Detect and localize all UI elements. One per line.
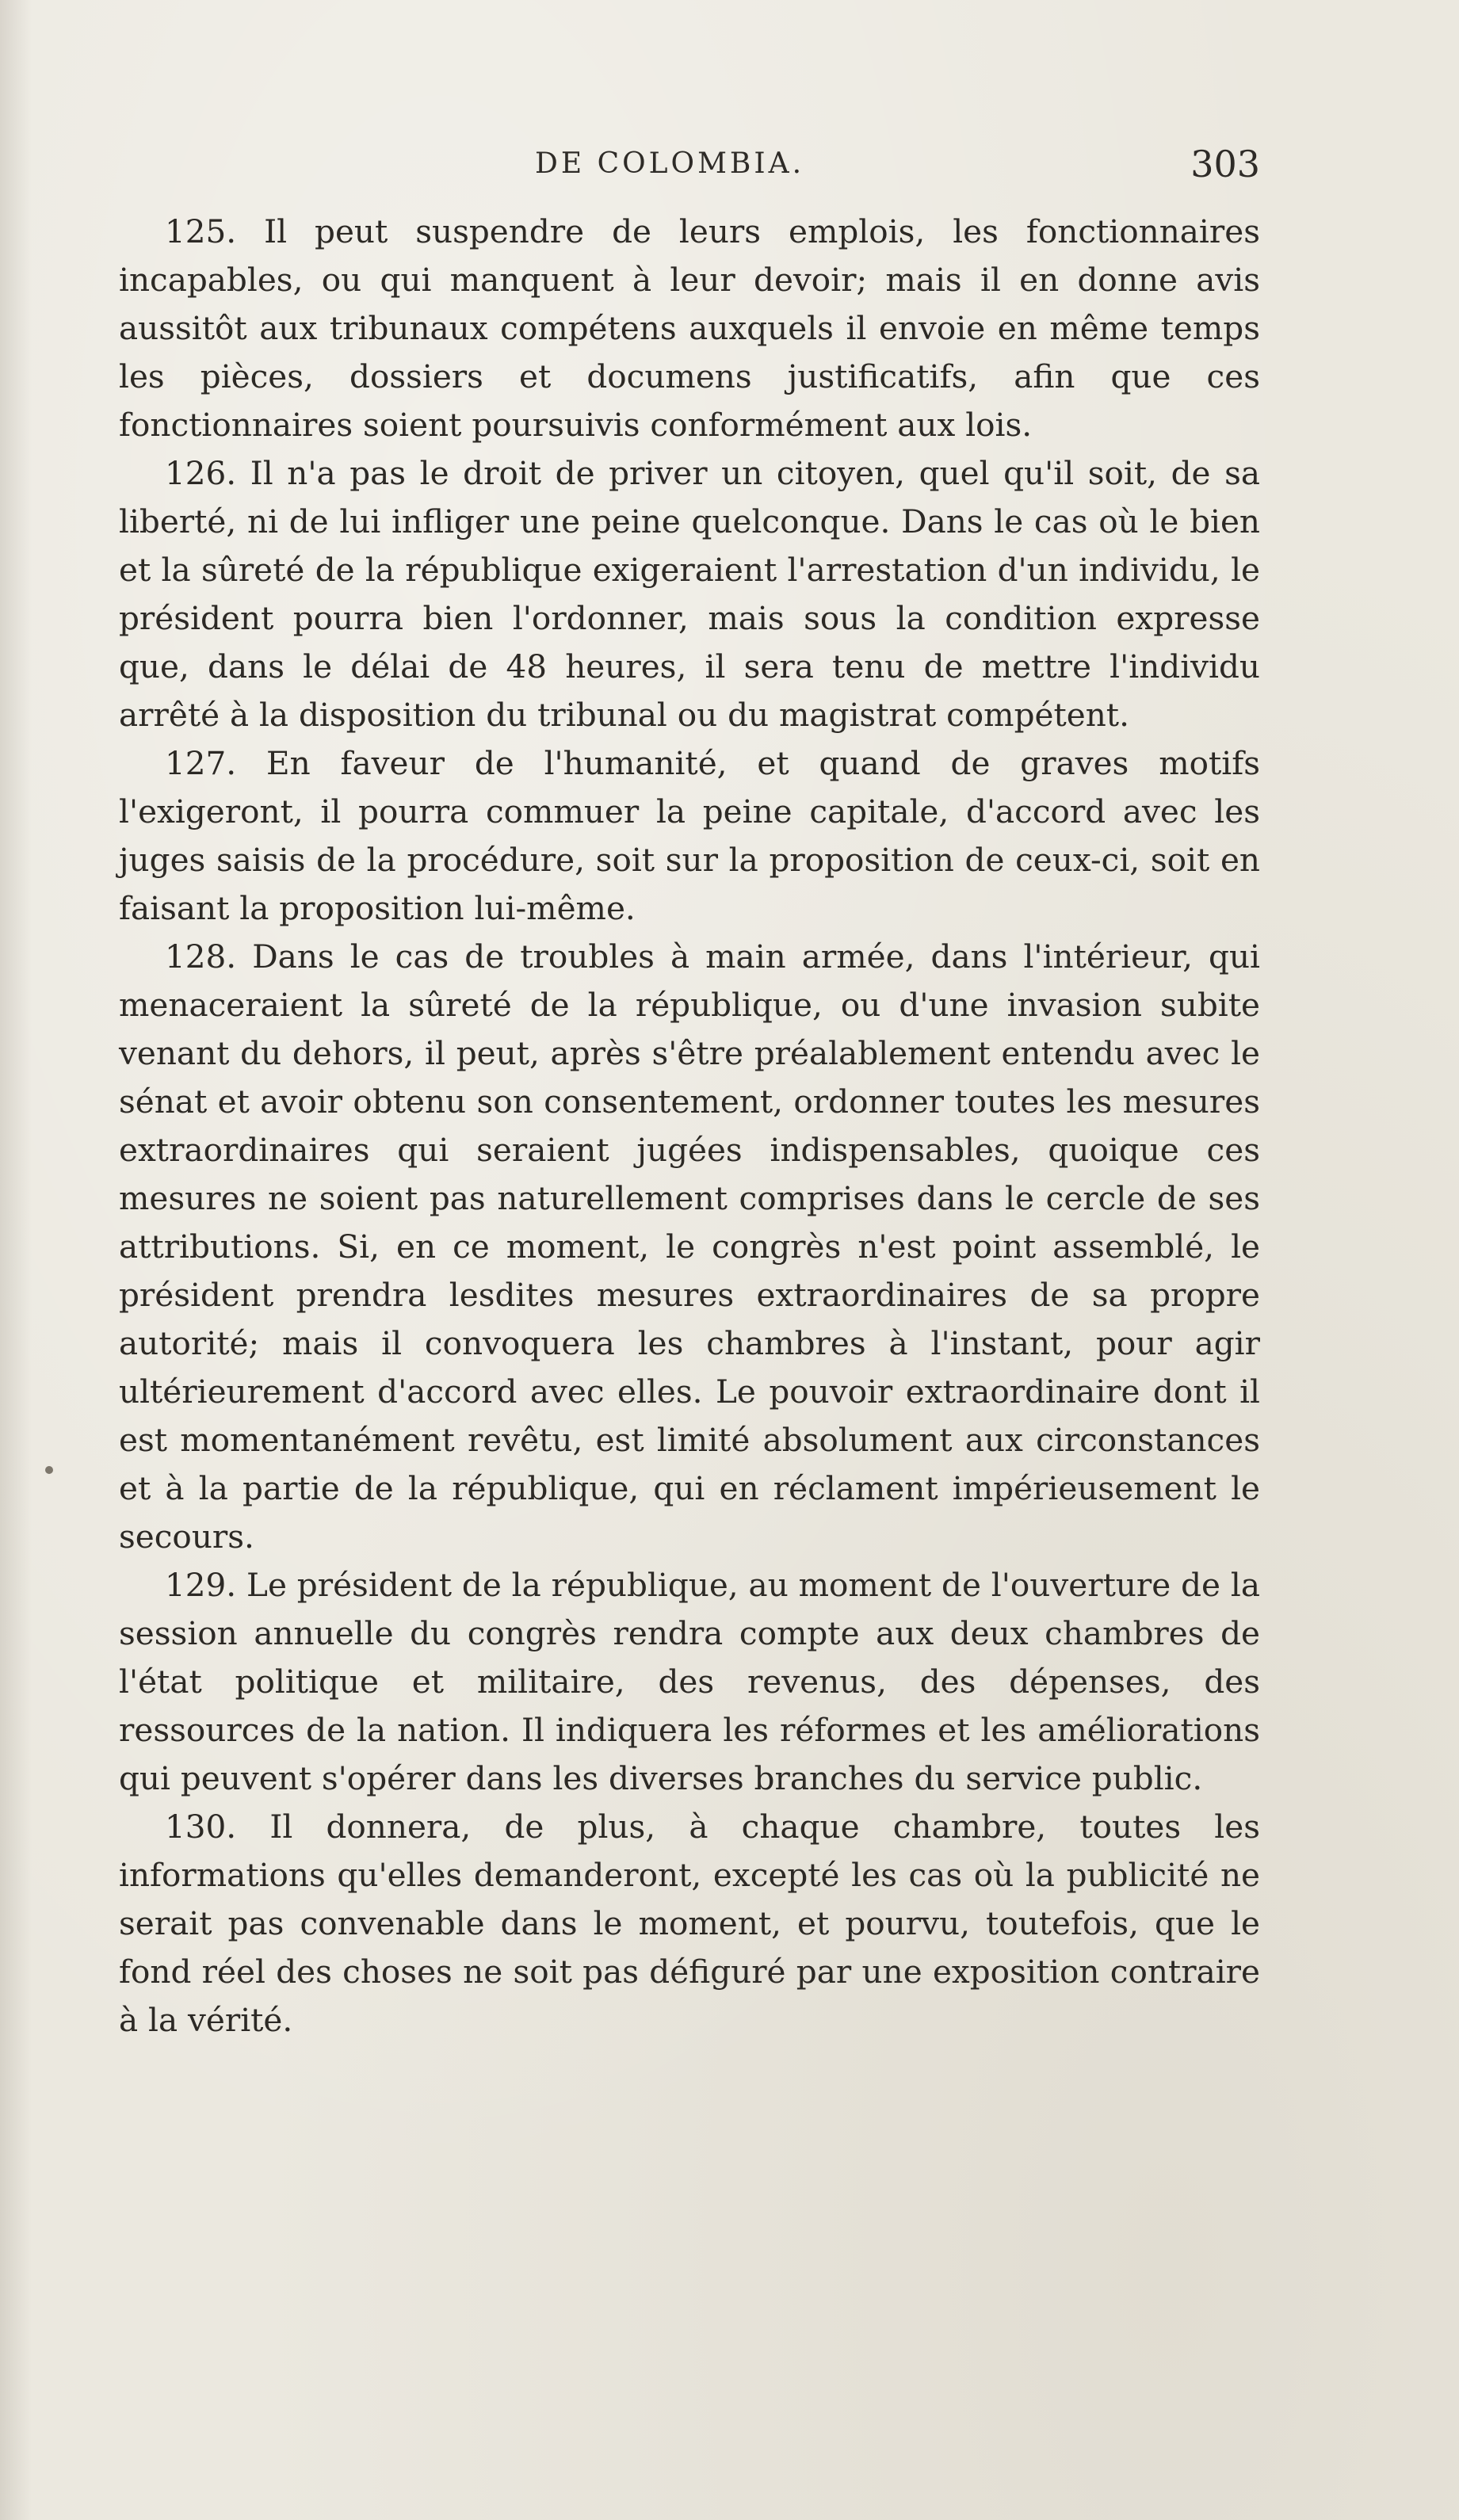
article-129: 129. Le président de la république, au moment de l'ouverture de la session annuelle du congrès rendra compte aux deux chambres de l'état politique et militaire, des revenus, des dépenses, des ressources de la nation. Il indiquera les réformes et les améliorations qui peuvent s'opérer dans les diverses branches du service public. (119, 1566, 1260, 1797)
paper-spot (45, 1466, 53, 1474)
body-text (119, 208, 1260, 2045)
article-127: 127. En faveur de l'humanité, et quand de graves motifs l'exigeront, il pourra commuer la peine capitale, d'accord avec les juges saisis de la procédure, soit sur la proposition de ceux-ci, soit en faisant la proposition lui-même. (119, 744, 1260, 927)
page-edge-shadow (0, 0, 32, 2520)
article-125: 125. Il peut suspendre de leurs emplois, les fonctionnaires incapables, ou qui manquent à leur devoir; mais il en donne avis aussitôt aux tribunaux compétens auxquels il envoie en même temps les pièces, dossiers et documens justificatifs, afin que ces fonctionnaires soient poursuivis conformément aux lois. (119, 212, 1260, 444)
article-128: 128. Dans le cas de troubles à main armée, dans l'intérieur, qui menaceraient la sûreté de la république, ou d'une invasion subite venant du dehors, il peut, après s'être préalablement entendu avec le sénat et avoir obtenu son consentement, ordonner toutes les mesures extraordinaires qui seraient jugées indispensables, quoique ces mesures ne soient pas naturellement comprises dans le cercle de ses attributions. Si, en ce moment, le congrès n'est point assemblé, le président prendra lesdites mesures extraordinaires de sa propre autorité; mais il convoquera les chambres à l'instant, pour agir ultérieurement d'accord avec elles. Le pouvoir extraordinaire dont il est momentanément revêtu, est limité absolument aux circonstances et à la partie de la république, qui en réclament impérieusement le secours. (119, 937, 1260, 1556)
page-header (119, 143, 1260, 190)
running-title: DE COLOMBIA. (535, 147, 805, 180)
article-126: 126. Il n'a pas le droit de priver un citoyen, quel qu'il soit, de sa liberté, ni de lui infliger une peine quelconque. Dans le cas où le bien et la sûreté de la république exigeraient l'arrestation d'un individu, le président pourra bien l'ordonner, mais sous la condition expresse que, dans le délai de 48 heures, il sera tenu de mettre l'individu arrêté à la disposition du tribunal ou du magistrat compétent. (119, 454, 1260, 734)
page-number: 303 (1190, 143, 1260, 185)
article-130: 130. Il donnera, de plus, à chaque chambre, toutes les informations qu'elles demanderont, excepté les cas où la publicité ne serait pas convenable dans le moment, et pourvu, toutefois, que le fond réel des choses ne soit pas défiguré par une exposition contraire à la vérité. (119, 1808, 1260, 2039)
